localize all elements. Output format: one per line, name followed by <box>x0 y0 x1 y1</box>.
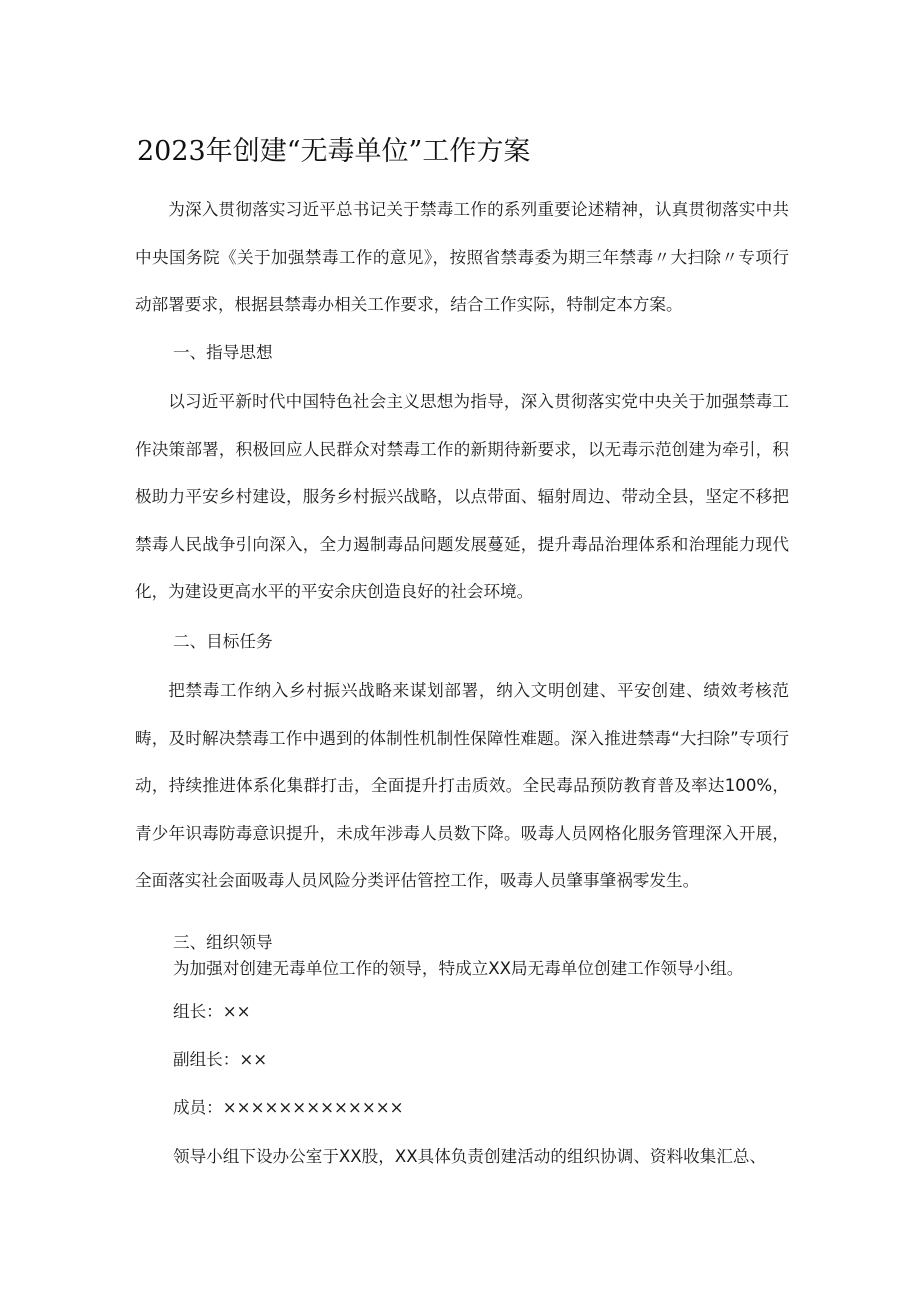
section-heading-organization: 三、组织领导 <box>173 933 273 952</box>
deputy-leader-line: 副组长：×× <box>173 1050 268 1069</box>
intro-paragraph: 为深入贯彻落实习近平总书记关于禁毒工作的系列重要论述精神，认真贯彻落实中共中央国务院《关于加强禁毒工作的意见》，按照省禁毒委为期三年禁毒〃大扫除〃专项行动部署要求，根据县禁毒办相关工作要求，结合工作实际，特制定本方案。 <box>135 200 789 314</box>
document-title: 2023年创建“无毒单位”工作方案 <box>137 136 531 167</box>
section-body-guiding-ideology: 以习近平新时代中国特色社会主义思想为指导，深入贯彻落实党中央关于加强禁毒工作决策部署，积极回应人民群众对禁毒工作的新期待新要求，以无毒示范创建为牵引，积极助力平安乡村建设，服务乡村振兴战略，以点带面、辐射周边、带动全县，坚定不移把禁毒人民战争引向深入，全力遏制毒品问题发展蔓延，提升毒品治理体系和治理能力现代化，为建设更高水平的平安余庆创造良好的社会环境。 <box>135 392 789 601</box>
section-heading-guiding-ideology: 一、指导思想 <box>173 343 273 362</box>
section-body-goals: 把禁毒工作纳入乡村振兴战略来谋划部署，纳入文明创建、平安创建、绩效考核范畴，及时解决禁毒工作中遇到的体制性机制性保障性难题。深入推进禁毒“大扫除”专项行动，持续推进体系化集群打击，全面提升打击质效。全民毒品预防教育普及率达100%，青少年识毒防毒意识提升，未成年涉毒人员数下降。吸毒人员网格化服务管理深入开展，全面落实社会面吸毒人员风险分类评估管控工作，吸毒人员肇事肇祸零发生。 <box>135 681 789 890</box>
section-heading-goals: 二、目标任务 <box>173 632 273 651</box>
organization-intro: 为加强对创建无毒单位工作的领导，特成立XX局无毒单位创建工作领导小组。 <box>173 959 744 978</box>
group-leader-line: 组长：×× <box>173 1002 251 1021</box>
office-line: 领导小组下设办公室于XX股，XX具体负责创建活动的组织协调、资料收集汇总、 <box>173 1147 767 1166</box>
members-line: 成员：××××××××××××× <box>173 1098 404 1117</box>
